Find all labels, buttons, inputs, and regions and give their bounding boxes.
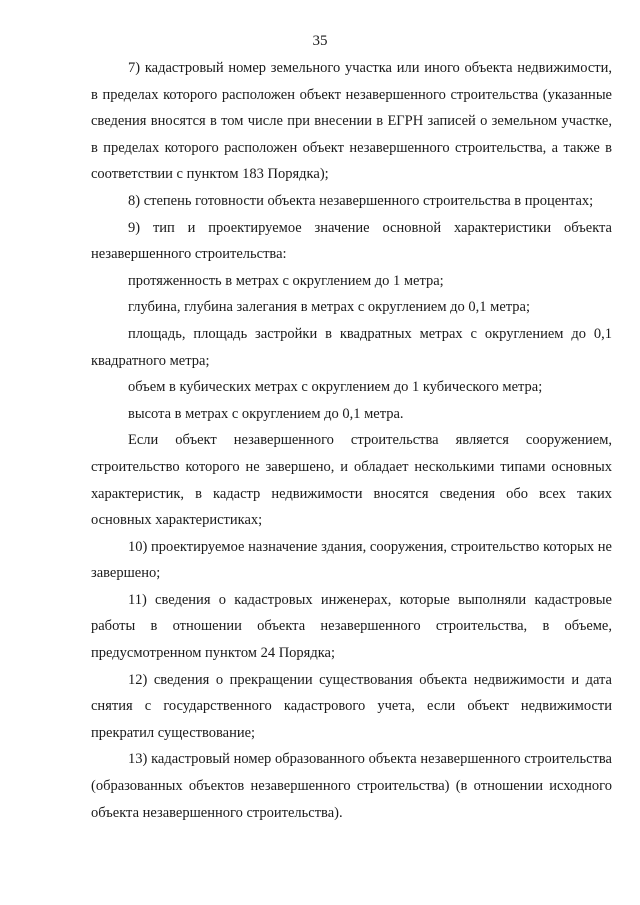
paragraph-height: высота в метрах с округлением до 0,1 метра. <box>128 405 404 422</box>
paragraph-multiple-characteristics: Если объект незавершенного строительства является сооружением, строительство которого не завершено, и обладает несколькими типами основных характеристик, в кадастр недвижимости вносятся сведения обо всех таких основных характеристиках; <box>91 432 612 529</box>
paragraph-length: протяженность в метрах с округлением до 1 метра; <box>128 272 444 289</box>
paragraph-item-13: 13) кадастровый номер образованного объекта незавершенного строительства (образованных объектов незавершенного строительства) (в отношении исходного объекта незавершенного строительства). <box>91 751 612 821</box>
paragraph-item-12: 12) сведения о прекращении существования объекта недвижимости и дата снятия с государственного кадастрового учета, если объект недвижимости прекратил существование; <box>91 671 612 741</box>
page-number: 35 <box>312 33 328 49</box>
paragraph-depth: глубина, глубина залегания в метрах с округлением до 0,1 метра; <box>128 299 531 316</box>
paragraph-volume: объем в кубических метрах с округлением до 1 кубического метра; <box>128 379 543 396</box>
paragraph-item-9: 9) тип и проектируемое значение основной характеристики объекта незавершенного строительства: <box>91 219 612 263</box>
paragraph-item-10: 10) проектируемое назначение здания, сооружения, строительство которых не завершено; <box>91 538 612 582</box>
paragraph-item-7: 7) кадастровый номер земельного участка или иного объекта недвижимости, в пределах которого расположен объект незавершенного строительства (указанные сведения вносятся в том числе при внесении в ЕГРН записей о земельном участке, в пределах которого расположен объект незавершенного строительства, а также в соответствии с пунктом 183 Порядка); <box>91 60 612 183</box>
document-body <box>91 55 612 826</box>
paragraph-area: площадь, площадь застройки в квадратных метрах с округлением до 0,1 квадратного метра; <box>91 325 612 369</box>
paragraph-item-11: 11) сведения о кадастровых инженерах, которые выполняли кадастровые работы в отношении объекта незавершенного строительства, в объеме, предусмотренном пунктом 24 Порядка; <box>91 591 612 662</box>
paragraph-item-8: 8) степень готовности объекта незавершенного строительства в процентах; <box>128 192 594 209</box>
